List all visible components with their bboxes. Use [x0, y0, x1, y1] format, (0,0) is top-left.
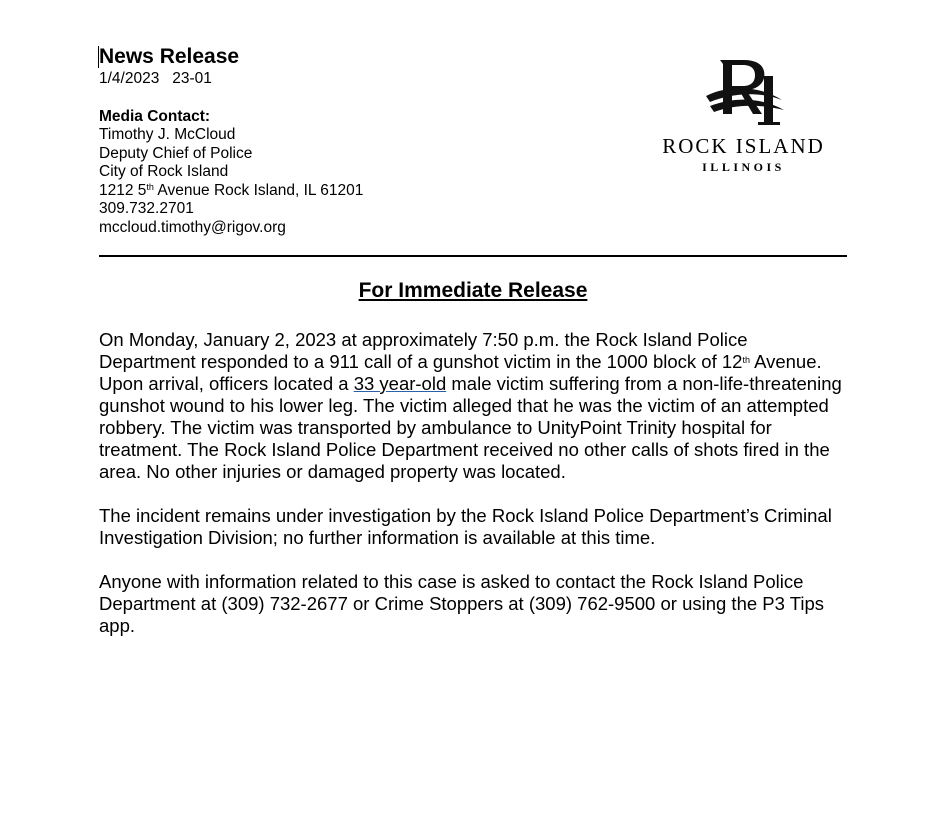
ri-monogram-icon: [650, 56, 840, 131]
contact-phone: 309.732.2701: [99, 200, 194, 217]
header-block: [99, 44, 519, 237]
address-superscript: th: [146, 181, 154, 192]
contact-email: mccloud.timothy@rigov.org: [99, 218, 286, 236]
p1-underlined-age: 33 year-old: [353, 373, 447, 394]
header-divider: [99, 255, 847, 257]
p1-superscript: th: [742, 355, 750, 365]
release-heading: For Immediate Release: [358, 279, 588, 302]
logo-city-name: ROCK ISLAND: [662, 134, 825, 158]
rock-island-logo: [650, 56, 840, 176]
contact-address: [99, 182, 519, 201]
contact-org: City of Rock Island: [99, 163, 229, 180]
release-date-number: 1/4/2023 23-01: [99, 70, 212, 87]
paragraph-investigation: The incident remains under investigation by the Rock Island Police Department’s Criminal Investigation Division; no further information is available at this time.: [99, 505, 832, 548]
text-cursor: [98, 46, 99, 68]
contact-title: Deputy Chief of Police: [99, 144, 253, 162]
contact-name: Timothy J. McCloud: [99, 126, 236, 143]
logo-state-name: ILLINOIS: [702, 160, 785, 174]
title-text: News Release: [99, 45, 240, 68]
media-contact-label: Media Contact:: [99, 107, 211, 125]
paragraph-contact-info: Anyone with information related to this case is asked to contact the Rock Island Police Department at (309) 732-2677 or Crime Stoppers at (309) 762-9500 or using the P3 Tips app.: [99, 571, 824, 636]
p1-part-a: On Monday, January 2, 2023 at approximately 7:50 p.m. the Rock Island Police Department responded to a 911 call of a gunshot victim in the 1000 block of 12: [99, 329, 748, 372]
p1-part-b: Avenue. Upon arrival, officers located a: [99, 351, 822, 394]
paragraph-incident: [99, 329, 849, 483]
address-part2: Avenue Rock Island, IL 61201: [153, 181, 364, 199]
p1-part-c: male victim suffering from a non-life-threatening gunshot wound to his lower leg. The victim alleged that he was the victim of an attempted robbery. The victim was transported by ambulance to UnityPoint Trinity hospital for treatment. The Rock Island Police Department received no other calls of shots fired in the area. No other injuries or damaged property was located.: [99, 373, 842, 482]
address-part1: 1212 5: [99, 181, 147, 199]
document-title: [99, 44, 519, 70]
